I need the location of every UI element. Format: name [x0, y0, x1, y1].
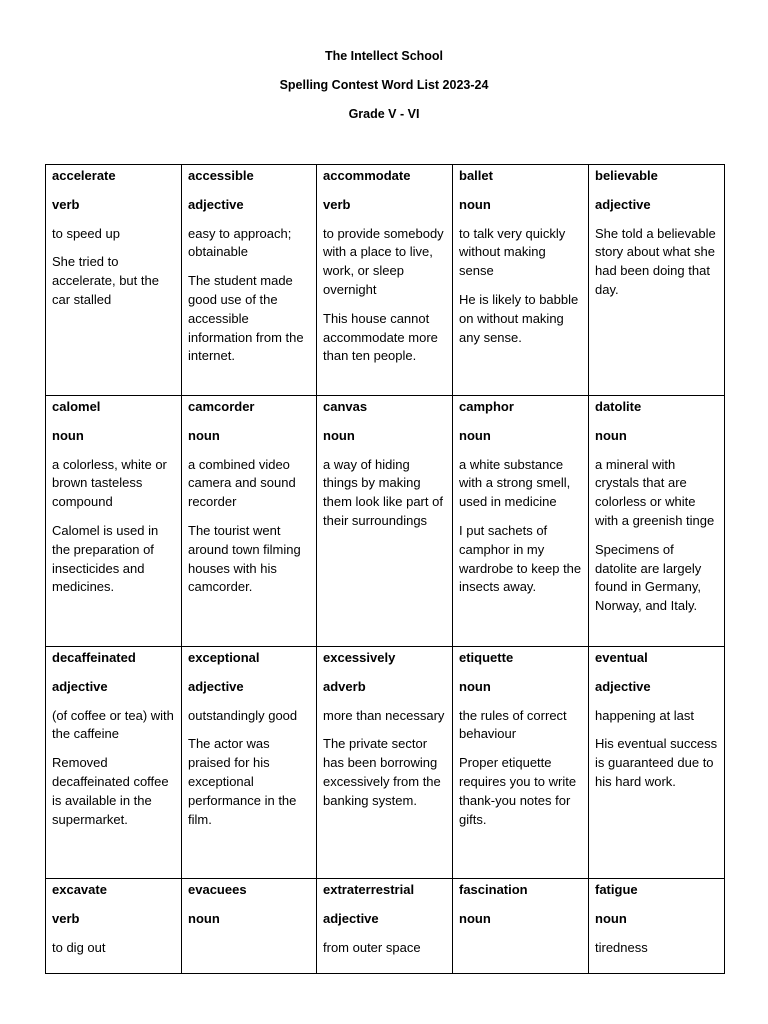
word-cell: [589, 879, 725, 974]
definition: from outer space: [323, 939, 421, 955]
definition: tiredness: [595, 939, 648, 955]
example-sentence: Calomel is used in the preparation of insecticides and medicines.: [52, 522, 159, 595]
table-row: [46, 396, 725, 647]
part-of-speech: noun: [188, 427, 220, 443]
definition: outstandingly good: [188, 707, 298, 723]
part-of-speech: adjective: [595, 678, 651, 694]
spelling-word: exceptional: [188, 650, 260, 665]
word-cell: [453, 879, 589, 974]
word-cell: [182, 647, 317, 879]
spelling-word: camcorder: [188, 399, 255, 414]
part-of-speech: verb: [52, 196, 80, 212]
spelling-word: excessively: [323, 650, 396, 665]
example-sentence: The student made good use of the accessible information from the internet.: [188, 273, 304, 364]
word-cell: [46, 647, 182, 879]
part-of-speech: noun: [595, 910, 627, 926]
word-cell: [453, 165, 589, 396]
table-row: [46, 879, 725, 974]
spelling-word: fatigue: [595, 882, 638, 897]
definition: to provide somebody with a place to live, work, or sleep overnight: [323, 225, 444, 297]
spelling-word: etiquette: [459, 650, 514, 665]
spelling-word: evacuees: [188, 882, 247, 897]
part-of-speech: noun: [459, 910, 491, 926]
word-cell: [46, 396, 182, 647]
word-cell: [589, 647, 725, 879]
spelling-word: fascination: [459, 882, 528, 897]
spelling-word: believable: [595, 168, 658, 183]
part-of-speech: adjective: [188, 678, 244, 694]
spelling-word: accommodate: [323, 168, 411, 183]
definition: a colorless, white or brown tasteless compound: [52, 456, 167, 510]
definition: to talk very quickly without making sense: [459, 225, 566, 279]
part-of-speech: noun: [52, 427, 84, 443]
spelling-word: accessible: [188, 168, 254, 183]
example-sentence: Proper etiquette requires you to write thank-you notes for gifts.: [459, 755, 577, 827]
part-of-speech: noun: [459, 427, 491, 443]
definition: more than necessary: [323, 707, 445, 723]
word-cell: [317, 647, 453, 879]
word-cell: [182, 879, 317, 974]
part-of-speech: verb: [52, 910, 80, 926]
example-sentence: Specimens of datolite are largely found in Germany, Norway, and Italy.: [595, 541, 702, 614]
definition: a way of hiding things by making them look like part of their surroundings: [323, 456, 443, 528]
definition: (of coffee or tea) with the caffeine: [52, 707, 174, 742]
word-cell: [182, 165, 317, 396]
word-cell: [46, 879, 182, 974]
document-title: Spelling Contest Word List 2023-24: [279, 78, 489, 92]
spelling-word: calomel: [52, 399, 101, 414]
part-of-speech: adjective: [595, 196, 651, 212]
example-sentence: He is likely to babble on without making any sense.: [459, 291, 579, 345]
example-sentence: I put sachets of camphor in my wardrobe to keep the insects away.: [459, 522, 582, 595]
example-sentence: This house cannot accommodate more than ten people.: [323, 310, 438, 364]
word-cell: [589, 165, 725, 396]
word-cell: [182, 396, 317, 647]
example-sentence: She tried to accelerate, but the car stalled: [52, 254, 159, 307]
spelling-word: canvas: [323, 399, 368, 414]
definition: a mineral with crystals that are colorless or white with a greenish tinge: [595, 456, 715, 528]
spelling-word: extraterrestrial: [323, 882, 415, 897]
spelling-word: accelerate: [52, 168, 116, 183]
part-of-speech: noun: [459, 196, 491, 212]
word-cell: [317, 165, 453, 396]
part-of-speech: verb: [323, 196, 351, 212]
word-cell: [317, 396, 453, 647]
spelling-word: excavate: [52, 882, 107, 897]
word-cell: [453, 396, 589, 647]
word-cell: [453, 647, 589, 879]
part-of-speech: noun: [595, 427, 627, 443]
definition: to speed up: [52, 225, 120, 241]
spelling-word: datolite: [595, 399, 642, 414]
definition: a white substance with a strong smell, used in medicine: [459, 456, 571, 510]
definition: to dig out: [52, 939, 106, 955]
table-row: [46, 647, 725, 879]
spelling-word: eventual: [595, 650, 648, 665]
example-sentence: Removed decaffeinated coffee is available in the supermarket.: [52, 755, 169, 827]
word-list-table: [45, 164, 725, 974]
spelling-word: camphor: [459, 399, 514, 414]
word-list-body: [46, 165, 725, 974]
definition: easy to approach; obtainable: [188, 225, 292, 260]
definition: the rules of correct behaviour: [459, 707, 567, 742]
word-cell: [46, 165, 182, 396]
part-of-speech: adjective: [52, 678, 108, 694]
part-of-speech: adverb: [323, 678, 366, 694]
part-of-speech: adjective: [323, 910, 379, 926]
example-sentence: The private sector has been borrowing excessively from the banking system.: [323, 736, 441, 808]
document-header: [0, 46, 768, 133]
part-of-speech: noun: [459, 678, 491, 694]
table-row: [46, 165, 725, 396]
grade-label: Grade V - VI: [348, 107, 420, 121]
example-sentence: The tourist went around town filming houses with his camcorder.: [188, 522, 301, 595]
word-cell: [589, 396, 725, 647]
part-of-speech: noun: [323, 427, 355, 443]
definition: a combined video camera and sound recorder: [188, 456, 296, 510]
part-of-speech: adjective: [188, 196, 244, 212]
school-name: The Intellect School: [324, 49, 444, 63]
definition: She told a believable story about what she had been doing that day.: [595, 225, 716, 297]
definition: happening at last: [595, 707, 695, 723]
part-of-speech: noun: [188, 910, 220, 926]
example-sentence: The actor was praised for his exceptional performance in the film.: [188, 736, 297, 827]
spelling-word: ballet: [459, 168, 493, 183]
spelling-word: decaffeinated: [52, 650, 136, 665]
word-cell: [317, 879, 453, 974]
example-sentence: His eventual success is guaranteed due to his hard work.: [595, 736, 718, 789]
